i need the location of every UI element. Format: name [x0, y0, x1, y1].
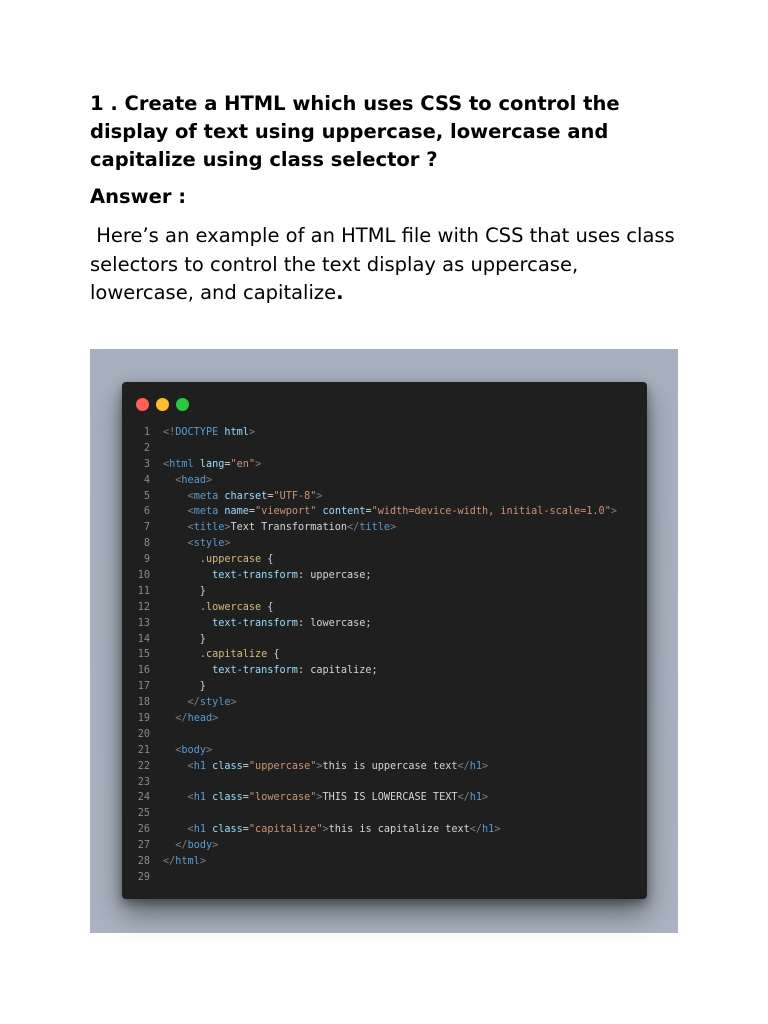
code-source	[150, 536, 231, 552]
code-token: this is uppercase text	[322, 760, 458, 772]
code-source	[150, 616, 372, 632]
code-token: class	[212, 792, 243, 804]
code-token: .uppercase	[199, 554, 262, 566]
code-source	[150, 679, 206, 695]
code-line	[122, 441, 647, 457]
line-number: 28	[137, 856, 150, 868]
line-number: 24	[137, 792, 150, 804]
code-line	[122, 790, 647, 806]
code-token: >	[255, 458, 262, 470]
code-line	[122, 711, 647, 727]
code-token	[163, 602, 200, 613]
code-token	[163, 506, 188, 517]
code-line	[122, 854, 647, 870]
code-token: <	[187, 490, 194, 502]
line-number: 20	[137, 728, 150, 740]
code-token	[163, 840, 175, 851]
code-editor-window	[122, 382, 647, 899]
line-number: 11	[137, 585, 150, 597]
code-token: }	[163, 585, 206, 597]
line-number: 10	[137, 570, 150, 582]
code-line	[122, 520, 647, 536]
code-source	[150, 854, 206, 870]
line-number: 8	[143, 538, 150, 550]
answer-heading: Answer :	[90, 185, 187, 208]
line-number: 18	[137, 697, 150, 709]
code-line	[122, 743, 647, 759]
code-token: title	[193, 522, 225, 534]
code-token: </	[457, 760, 470, 772]
code-token: </	[469, 824, 483, 836]
code-token: text-transform	[212, 665, 298, 677]
code-token: DOCTYPE	[175, 427, 219, 438]
code-token: h1	[482, 824, 495, 836]
code-token: <	[187, 506, 194, 518]
line-number: 21	[137, 744, 150, 756]
code-token: style	[193, 538, 225, 550]
code-token: {	[261, 554, 274, 566]
line-number: 15	[137, 649, 150, 661]
code-token: </	[457, 792, 470, 804]
code-line	[122, 457, 647, 473]
code-source	[150, 727, 163, 743]
code-token: charset	[224, 490, 268, 502]
line-number: 5	[143, 490, 150, 502]
code-token	[163, 491, 188, 502]
code-token	[163, 475, 175, 486]
code-block	[122, 425, 647, 886]
answer-period: .	[336, 281, 344, 304]
code-source	[150, 520, 396, 536]
code-token: lang	[199, 458, 225, 470]
code-token: title	[359, 522, 390, 534]
line-number: 19	[137, 713, 150, 725]
code-token: >	[316, 490, 323, 502]
code-screenshot-figure	[90, 349, 678, 933]
code-token: <	[187, 538, 194, 550]
line-number: 23	[137, 776, 150, 788]
code-source	[150, 822, 500, 838]
code-source	[150, 441, 163, 457]
code-source	[150, 790, 488, 806]
code-source	[150, 711, 218, 727]
code-token: h1	[469, 760, 483, 772]
code-token: head	[187, 713, 213, 725]
code-source	[150, 647, 280, 663]
code-token: <	[187, 760, 194, 772]
code-token	[163, 522, 188, 533]
code-token: body	[181, 744, 206, 756]
line-number: 9	[143, 554, 150, 566]
line-number: 3	[143, 458, 150, 470]
code-line	[122, 679, 647, 695]
code-source	[150, 504, 617, 520]
question-heading: 1 . Create a HTML which uses CSS to control the display of text using uppercase, lowercase and capitalize using class selector ?	[90, 92, 620, 171]
code-line	[122, 473, 647, 489]
line-number: 26	[137, 824, 150, 836]
code-token: </	[175, 713, 188, 725]
code-token: style	[199, 697, 231, 709]
code-source	[150, 584, 206, 600]
code-token: body	[187, 840, 213, 852]
line-number: 25	[137, 808, 150, 820]
code-source	[150, 743, 212, 759]
close-dot-icon	[136, 398, 149, 411]
code-token: >	[212, 840, 219, 852]
answer-text	[90, 222, 680, 308]
code-token: >	[316, 792, 323, 804]
code-line	[122, 489, 647, 505]
code-token	[163, 570, 212, 581]
code-token: =	[242, 824, 249, 836]
code-token: </	[187, 697, 200, 709]
code-line	[122, 870, 647, 886]
code-token: <	[187, 792, 194, 804]
code-token: html	[175, 856, 200, 868]
code-token: class	[212, 824, 243, 836]
code-token: this is capitalize text	[328, 824, 470, 836]
code-line	[122, 632, 647, 648]
line-number: 1	[143, 427, 150, 438]
code-token: content	[322, 506, 366, 518]
code-token: : uppercase;	[297, 570, 372, 582]
code-token: >	[610, 506, 617, 518]
line-number: 7	[143, 522, 150, 534]
code-source	[150, 457, 261, 473]
code-source	[150, 695, 237, 711]
code-token: =	[242, 760, 249, 772]
minimize-dot-icon	[156, 398, 169, 411]
line-number: 16	[137, 665, 150, 677]
code-token: >	[224, 522, 231, 534]
line-number: 4	[143, 474, 150, 486]
code-line	[122, 600, 647, 616]
code-line	[122, 425, 647, 441]
code-token: Text Transformation	[230, 522, 348, 534]
code-token: meta	[193, 506, 219, 518]
code-token	[163, 665, 212, 676]
code-token: name	[224, 506, 249, 518]
code-source	[150, 870, 163, 886]
code-token: THIS IS LOWERCASE TEXT	[322, 792, 458, 804]
code-token: =	[267, 490, 274, 502]
code-source	[150, 632, 206, 648]
code-token: .capitalize	[199, 649, 268, 661]
code-token: >	[390, 522, 397, 534]
code-token	[163, 824, 188, 835]
code-token: </	[163, 856, 176, 868]
code-source	[150, 425, 255, 441]
code-token: =	[224, 458, 231, 470]
code-token: "width=device-width, initial-scale=1.0"	[371, 506, 611, 518]
code-token: </	[175, 840, 188, 852]
code-token: >	[322, 824, 329, 836]
code-token: "capitalize"	[248, 824, 323, 836]
code-token: =	[365, 506, 372, 518]
code-token: .lowercase	[199, 601, 262, 613]
code-line	[122, 806, 647, 822]
line-number: 17	[137, 681, 150, 693]
code-line	[122, 647, 647, 663]
code-token: : lowercase;	[297, 617, 372, 629]
code-token: h1	[469, 792, 483, 804]
code-token	[163, 697, 188, 708]
code-token: >	[212, 713, 219, 725]
code-token: h1	[193, 760, 206, 772]
code-line	[122, 695, 647, 711]
code-token: : capitalize;	[297, 665, 378, 677]
code-token	[163, 618, 212, 629]
code-token: >	[205, 744, 213, 756]
code-line	[122, 504, 647, 520]
code-line	[122, 775, 647, 791]
code-line	[122, 727, 647, 743]
code-token: >	[316, 760, 323, 772]
code-line	[122, 584, 647, 600]
code-token: <	[187, 824, 194, 836]
code-line	[122, 663, 647, 679]
code-source	[150, 600, 273, 616]
line-number: 27	[137, 840, 150, 852]
code-source	[150, 759, 488, 775]
code-token: <	[163, 458, 170, 470]
code-line	[122, 536, 647, 552]
code-token: <	[175, 474, 182, 486]
code-line	[122, 838, 647, 854]
code-line	[122, 568, 647, 584]
code-token: }	[163, 681, 206, 693]
code-source	[150, 775, 163, 791]
code-token: "en"	[230, 458, 256, 470]
line-number: 14	[137, 633, 150, 645]
code-token: >	[205, 474, 213, 486]
code-token: html	[169, 458, 194, 470]
code-token: "UTF-8"	[273, 490, 317, 502]
code-token: >	[224, 538, 231, 550]
line-number: 22	[137, 760, 150, 772]
code-token: "viewport"	[255, 506, 317, 518]
code-source	[150, 568, 372, 584]
window-controls	[136, 398, 189, 411]
code-token: meta	[193, 490, 219, 502]
code-token: class	[212, 760, 243, 772]
line-number: 6	[143, 506, 150, 518]
code-token: >	[482, 760, 489, 772]
line-number: 29	[137, 871, 150, 883]
code-token: h1	[193, 824, 206, 836]
code-token	[163, 792, 188, 803]
code-token: >	[494, 824, 501, 836]
code-token	[163, 554, 200, 565]
code-source	[150, 489, 323, 505]
code-token: =	[242, 792, 249, 804]
line-number: 13	[137, 617, 150, 629]
code-token: <	[175, 744, 182, 756]
code-token: {	[267, 649, 280, 661]
code-line	[122, 616, 647, 632]
code-token: </	[347, 522, 360, 534]
code-token: "lowercase"	[248, 792, 317, 804]
code-token: head	[181, 474, 206, 486]
code-token: >	[248, 427, 256, 438]
maximize-dot-icon	[176, 398, 189, 411]
answer-text-content: Here’s an example of an HTML file with CSS that uses class selectors to control the text display as uppercase, lowercase, and capitalize	[90, 224, 681, 304]
code-source	[150, 838, 218, 854]
code-token: >	[199, 856, 206, 868]
code-token: text-transform	[212, 570, 298, 582]
code-source	[150, 552, 273, 568]
code-source	[150, 473, 212, 489]
code-token: text-transform	[212, 617, 298, 629]
code-line	[122, 552, 647, 568]
code-token	[163, 649, 200, 660]
code-token: >	[482, 792, 489, 804]
code-token: {	[261, 601, 274, 613]
code-token: h1	[193, 792, 206, 804]
code-token: <!	[163, 427, 176, 438]
code-token: }	[163, 633, 206, 645]
code-source	[150, 663, 378, 679]
code-token: >	[230, 697, 237, 709]
code-token	[163, 713, 175, 724]
code-token: "uppercase"	[248, 760, 317, 772]
code-token	[163, 761, 188, 772]
code-token: html	[224, 427, 249, 438]
line-number: 2	[143, 442, 150, 454]
code-line	[122, 759, 647, 775]
code-source	[150, 806, 163, 822]
code-token	[163, 538, 188, 549]
code-token: <	[187, 522, 194, 534]
line-number: 12	[137, 601, 150, 613]
code-line	[122, 822, 647, 838]
code-token	[163, 745, 175, 756]
code-token: =	[248, 506, 256, 518]
